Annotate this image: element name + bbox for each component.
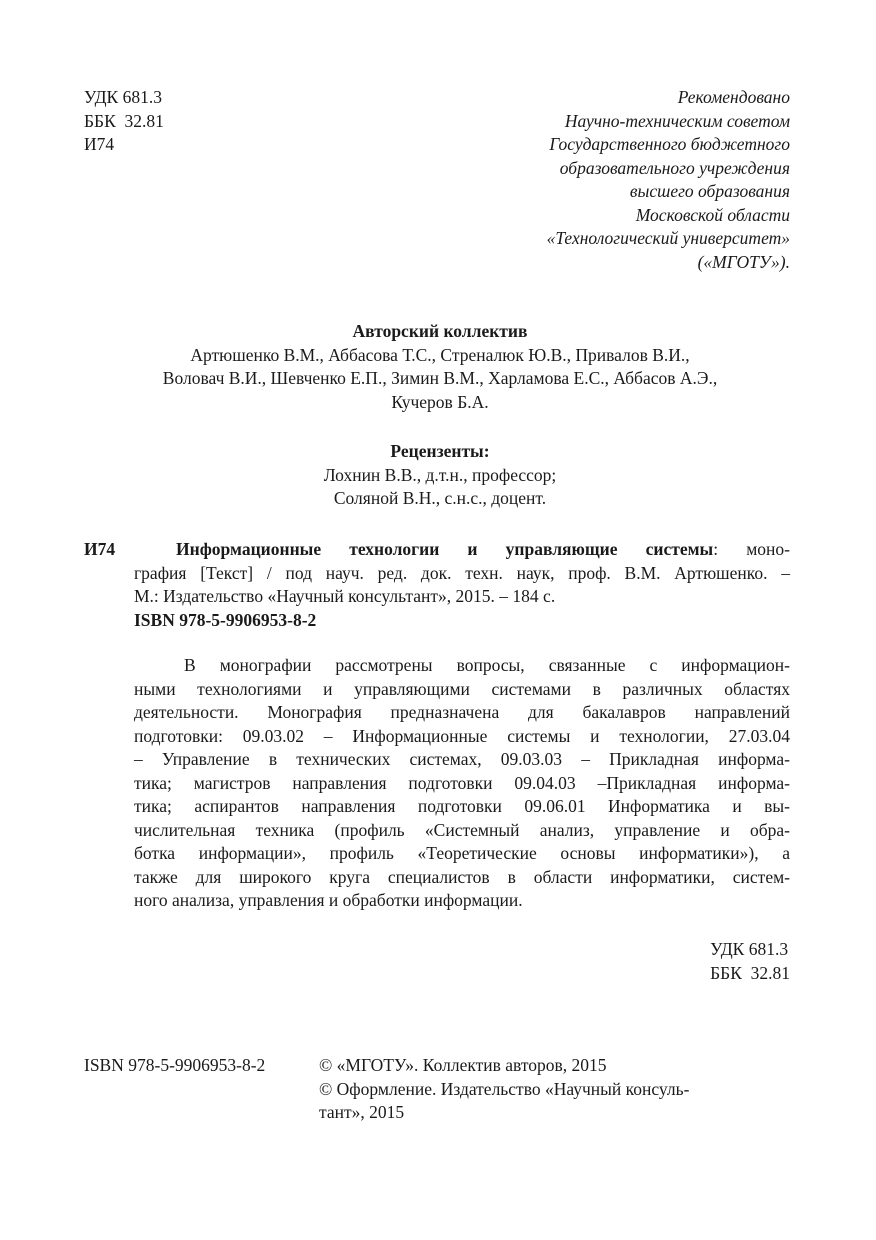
udk-code: УДК 681.3 — [84, 87, 162, 107]
reviewer-line: Соляной В.Н., с.н.с., доцент. — [333, 488, 547, 508]
abstract-paragraph — [134, 654, 790, 913]
reviewers-heading: Рецензенты: — [390, 441, 490, 461]
bbk-code-bottom: ББК 32.81 — [710, 962, 790, 983]
recommendation-line: образовательного учреждения — [559, 157, 790, 178]
abstract-line: тика; магистров направления подготовки 09.04.03 –Прикладная информа- — [134, 772, 790, 793]
recommendation-line: («МГОТУ»). — [697, 251, 790, 272]
abstract-line: ного анализа, управления и обработки информации. — [134, 890, 523, 910]
recommendation-line: Московской области — [635, 204, 790, 225]
authors-line: Воловач В.И., Шевченко Е.П., Зимин В.М., Харламова Е.С., Аббасов А.Э., — [162, 368, 718, 388]
bbk-code: ББК 32.81 — [84, 110, 164, 131]
bib-line-2: графия [Текст] / под науч. ред. док. техн. наук, проф. В.М. Артюшенко. – — [134, 562, 790, 583]
abstract-line: ными технологиями и управляющими системами в различных областях — [134, 678, 790, 699]
footer-isbn: ISBN 978-5-9906953-8-2 — [84, 1055, 266, 1075]
bib-line-3: М.: Издательство «Научный консультант», 2015. – 184 с. — [134, 586, 556, 606]
abstract-line: тика; аспирантов направления подготовки 09.06.01 Информатика и вы- — [134, 796, 790, 816]
abstract-line: В монографии рассмотрены вопросы, связанные с информацион- — [184, 655, 790, 675]
authors-line: Артюшенко В.М., Аббасова Т.С., Стреналюк Ю.В., Привалов В.И., — [190, 344, 690, 365]
copyright-line: © Оформление. Издательство «Научный консуль- — [319, 1078, 690, 1099]
recommendation-line: «Технологический университет» — [546, 228, 790, 248]
authors-line: Кучеров Б.А. — [391, 391, 489, 412]
recommendation-line: высшего образования — [629, 181, 790, 201]
abstract-line: – Управление в технических системах, 09.03.03 – Прикладная информа- — [134, 749, 790, 769]
bibliography-code: И74 — [84, 539, 116, 559]
abstract-line: ботка информации», профиль «Теоретические основы информатики»), а — [134, 843, 790, 863]
recommendation-block — [547, 86, 790, 274]
abstract-line: деятельности. Монография предназначена для бакалавров направлений — [134, 702, 790, 722]
recommendation-line: Государственного бюджетного — [549, 134, 790, 154]
abstract-line: подготовки: 09.03.02 – Информационные системы и технологии, 27.03.04 — [134, 725, 790, 746]
book-title: Информационные технологии и управляющие системы — [176, 539, 714, 559]
bib-line-1 — [134, 538, 790, 562]
authors-block — [80, 320, 800, 414]
classification-bottom — [710, 938, 790, 985]
classification-block — [84, 86, 164, 157]
bib-line-1-rest: : моно- — [713, 539, 790, 559]
abstract-line: также для широкого круга специалистов в области информатики, систем- — [134, 866, 790, 887]
abstract-line: числительная техника (профиль «Системный анализ, управление и обра- — [134, 819, 790, 840]
recommendation-line: Рекомендовано — [677, 87, 790, 107]
author-mark: И74 — [84, 134, 115, 154]
authors-heading: Авторский коллектив — [352, 321, 528, 341]
reviewers-block — [80, 440, 800, 511]
bibliographic-record — [134, 538, 790, 632]
reviewer-line: Лохнин В.В., д.т.н., профессор; — [323, 464, 557, 485]
udk-code-bottom: УДК 681.3 — [710, 939, 789, 959]
copyright-block — [319, 1054, 689, 1125]
copyright-line: тант», 2015 — [319, 1102, 405, 1122]
copyright-line: © «МГОТУ». Коллектив авторов, 2015 — [319, 1055, 607, 1075]
recommendation-line: Научно-техническим советом — [564, 110, 790, 131]
bib-isbn: ISBN 978-5-9906953-8-2 — [134, 609, 317, 630]
